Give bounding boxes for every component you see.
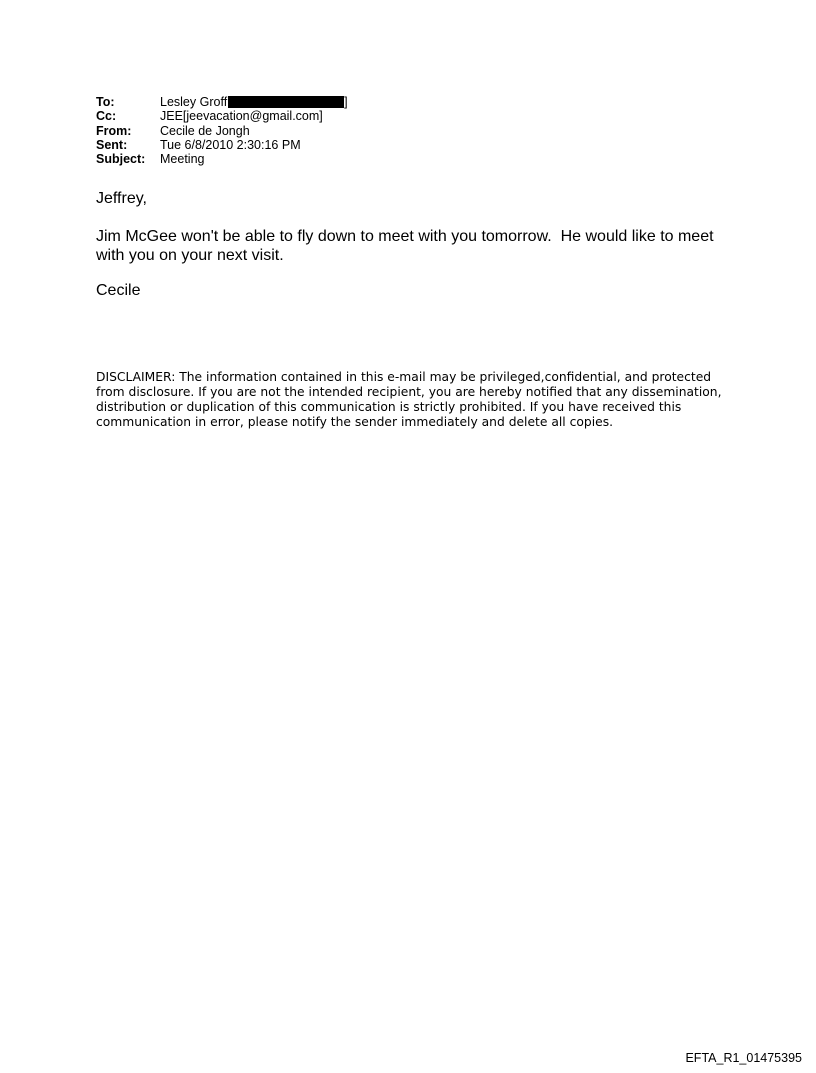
sent-row (96, 138, 348, 152)
from-label: From: (96, 123, 132, 138)
to-name: Lesley Groff (160, 95, 228, 109)
sent-label: Sent: (96, 137, 128, 152)
from-row (96, 124, 348, 138)
email-disclaimer: DISCLAIMER: The information contained in this e-mail may be privileged,confidential, and protected from disclosure. If you are not the intended recipient, you are hereby notified that any dissemination, distribution or duplication of this communication is strictly prohibited. If you have received this communication in error, please notify the sender immediately and delete all copies. (96, 370, 722, 429)
subject-row (96, 152, 348, 166)
cc-value: JEE[jeevacation@gmail.com] (160, 109, 323, 124)
to-label: To: (96, 95, 115, 109)
subject-label: Subject: (96, 152, 146, 167)
email-body: Jim McGee won't be able to fly down to meet with you tomorrow. He would like to meet with you on your next visit. (96, 228, 718, 264)
cc-label: Cc: (96, 109, 117, 124)
to-row (96, 95, 348, 109)
sent-value: Tue 6/8/2010 2:30:16 PM (160, 137, 301, 152)
subject-value: Meeting (160, 152, 205, 167)
redaction-bar (228, 96, 344, 108)
email-header (96, 95, 348, 166)
to-value (160, 95, 348, 109)
from-value: Cecile de Jongh (160, 123, 250, 138)
cc-row (96, 109, 348, 123)
email-greeting: Jeffrey, (96, 190, 147, 207)
to-suffix: ] (344, 95, 348, 109)
email-signature: Cecile (96, 282, 141, 299)
document-id: EFTA_R1_01475395 (685, 1051, 802, 1065)
